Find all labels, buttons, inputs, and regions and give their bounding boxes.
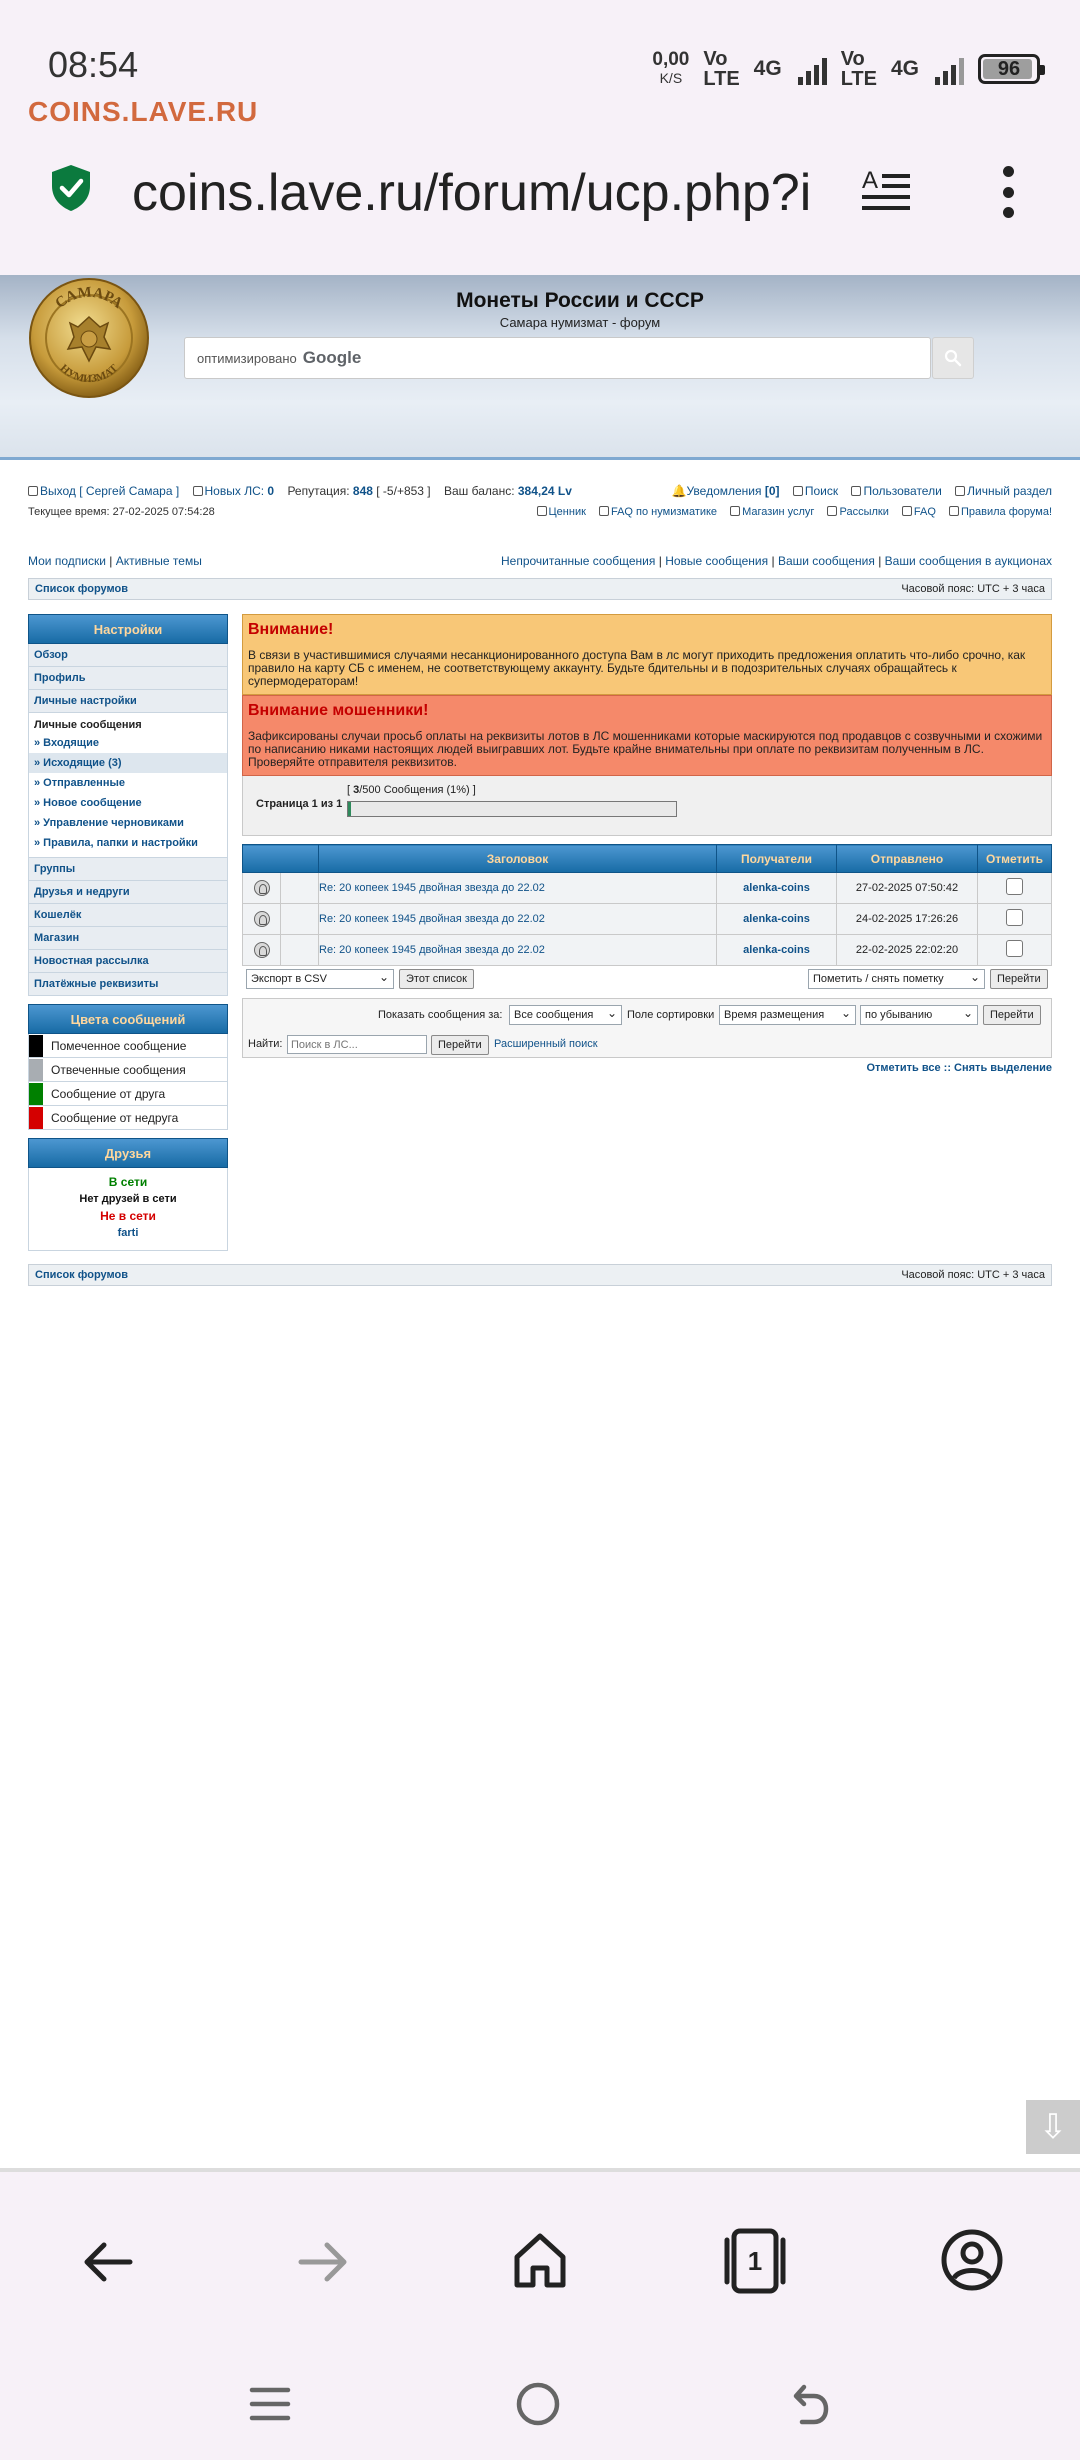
sort-order-select[interactable]: по убыванию ⌄: [860, 1005, 978, 1025]
sidebar-item-compose[interactable]: » Новое сообщение: [34, 797, 142, 809]
sent-time: 27-02-2025 07:50:42: [837, 873, 978, 904]
net-speed: [652, 50, 689, 88]
sidebar-item-payment-details[interactable]: Платёжные реквизиты: [28, 973, 228, 996]
count-bracket: [: [347, 784, 351, 796]
online-label: В сети: [108, 1175, 148, 1189]
timezone-label: Часовой пояс: UTC + 3 часа: [901, 583, 1045, 595]
message-subject-link[interactable]: Re: 20 копеек 1945 двойная звезда до 22.02: [319, 944, 545, 956]
color-swatch-marked: [29, 1035, 43, 1057]
mark-column-header: Отметить: [978, 845, 1052, 873]
status-icons: [652, 46, 1040, 92]
color-swatch-friend: [29, 1083, 43, 1105]
net-speed-unit: K/S: [659, 70, 683, 86]
recipient-link[interactable]: alenka-coins: [743, 913, 810, 925]
sent-time: 22-02-2025 22:02:20: [837, 935, 978, 966]
no-friends-online: Нет друзей в сети: [79, 1193, 177, 1205]
ucp-main: [242, 614, 1052, 1074]
color-swatch-replied: [29, 1059, 43, 1081]
color-swatch-foe: [29, 1107, 43, 1129]
mark-all-bar: [242, 1062, 1052, 1074]
lte-label-2: LTE: [840, 68, 877, 90]
pricelist-link[interactable]: Ценник: [548, 506, 586, 518]
search-link[interactable]: Поиск: [804, 484, 839, 498]
icon-column-header: [243, 845, 319, 873]
mark-separator: ::: [943, 1062, 951, 1074]
subject-column-header[interactable]: Заголовок: [319, 845, 717, 873]
recipient-link[interactable]: alenka-coins: [743, 944, 810, 956]
go-button-find[interactable]: Перейти: [431, 1035, 489, 1055]
forum-header: [0, 275, 1080, 460]
google-search-input[interactable]: [184, 337, 931, 379]
overflow-menu-icon[interactable]: [1000, 166, 1016, 218]
mark-all-link[interactable]: Отметить все: [866, 1062, 941, 1074]
balance-label: Ваш баланс:: [443, 484, 515, 498]
reputation-detail: [ -5/+853 ]: [376, 484, 431, 498]
sidebar-item-groups[interactable]: Группы: [28, 858, 228, 881]
profile-icon[interactable]: [940, 2228, 1004, 2292]
warning-text: В связи в участившимися случаями несанкционированного доступа Вам в лс могут приходить предложения оплатить что-либо срочно, как правило на карту СБ с именем, не соответствующему аккаунту. Будьте бдительны и в подозрительных случаях обращайтесь к супермодераторам!: [248, 648, 1026, 688]
new-pm-link[interactable]: Новых ЛС:: [204, 484, 265, 498]
vo-label-2: Vo: [840, 48, 865, 70]
count-rest: /500 Сообщения (1%) ]: [359, 784, 476, 796]
breadcrumb-footer: [28, 1264, 1052, 1286]
sidebar-item-friends-foes[interactable]: Друзья и недруги: [28, 881, 228, 904]
search-link-icon: [793, 486, 803, 496]
net-speed-value: 0,00: [652, 49, 690, 70]
sidebar-item-profile[interactable]: Профиль: [28, 667, 228, 690]
message-read-icon: [254, 942, 270, 958]
lte-label: LTE: [703, 68, 740, 90]
table-row: [243, 904, 1052, 935]
count-used: 3: [353, 784, 360, 796]
your-posts-link[interactable]: Ваши сообщения: [777, 554, 875, 568]
sidebar-item-newsletter[interactable]: Новостная рассылка: [28, 950, 228, 973]
search-prefix: оптимизировано: [197, 350, 297, 366]
mark-select[interactable]: Пометить / снять пометку ⌄: [808, 969, 985, 989]
faq-numismatics-link[interactable]: FAQ по нумизматике: [610, 506, 718, 518]
vo-label: Vo: [703, 48, 728, 70]
table-row: [243, 935, 1052, 966]
browser-chrome: [0, 0, 1080, 275]
color-legend-marked: [28, 1034, 228, 1058]
sort-field-select[interactable]: Время размещения ⌄: [719, 1005, 856, 1025]
auction-posts-link[interactable]: Ваши сообщения в аукционах: [884, 554, 1052, 568]
go-button-sort[interactable]: Перейти: [983, 1005, 1041, 1025]
personal-icon: [955, 486, 965, 496]
sidebar-item-overview[interactable]: Обзор: [28, 644, 228, 667]
sub-navigation: Мои подписки | Активные темы Непрочитанные сообщения | Новые сообщения | Ваши сообщения | Ваши сообщения в аукционах: [28, 554, 1052, 568]
sent-column-header[interactable]: Отправлено: [837, 845, 978, 873]
recipient-link[interactable]: alenka-coins: [743, 882, 810, 894]
unread-posts-link[interactable]: Непрочитанные сообщения: [500, 554, 656, 568]
sidebar-item-pm-options[interactable]: » Правила, папки и настройки: [34, 837, 198, 849]
sidebar-item-inbox[interactable]: » Входящие: [34, 737, 99, 749]
message-subject-link[interactable]: Re: 20 копеек 1945 двойная звезда до 22.02: [319, 913, 545, 925]
folder-usage: [242, 776, 1052, 836]
signal-icon-2: [935, 53, 964, 85]
forward-arrow-icon[interactable]: [295, 2234, 351, 2290]
forum-list-link-footer[interactable]: Список форумов: [35, 1269, 128, 1281]
faq-link[interactable]: FAQ: [913, 506, 936, 518]
timezone-label-footer: Часовой пояс: UTC + 3 часа: [901, 1269, 1045, 1281]
forum-logo[interactable]: [28, 277, 150, 399]
url-bar[interactable]: coins.lave.ru/forum/ucp.php?i: [132, 164, 812, 222]
new-posts-link[interactable]: Новые сообщения: [665, 554, 769, 568]
logout-link[interactable]: Выход [ Сергей Самара ]: [40, 484, 180, 498]
sort-label: Поле сортировки: [627, 1009, 715, 1021]
reader-mode-icon[interactable]: [860, 166, 912, 212]
warning-title: Внимание!: [248, 621, 334, 638]
tabs-button[interactable]: [718, 2228, 792, 2294]
scroll-down-button[interactable]: ⇩: [1026, 2100, 1080, 2154]
message-colors-header: Цвета сообщений: [28, 1004, 228, 1034]
fraud-title: Внимание мошенники!: [248, 702, 429, 719]
logout-icon: [28, 486, 38, 496]
shop-icon: [730, 506, 740, 516]
faq-numismatics-icon: [599, 506, 609, 516]
pm-icon: [193, 486, 203, 496]
color-label: Помеченное сообщение: [51, 1038, 187, 1053]
folder-usage-bar: [347, 801, 677, 817]
filter-panel: [242, 998, 1052, 1058]
rules-link[interactable]: Правила форума!: [961, 506, 1052, 518]
service-shop-link[interactable]: Магазин услуг: [742, 506, 815, 518]
folder-usage-fill: [348, 802, 351, 816]
notifications-count: [0]: [764, 484, 780, 498]
coin-bottom-text: НУМИЗМАТ: [57, 362, 121, 386]
mailings-link[interactable]: Рассылки: [839, 506, 889, 518]
home-icon[interactable]: [512, 2230, 568, 2290]
message-subject-link[interactable]: Re: 20 копеек 1945 двойная звезда до 22.02: [319, 882, 545, 894]
fraud-text: Зафиксированы случаи просьб оплаты на реквизиты лотов в ЛС мошенниками которые маскируются под продавцов с созвучными и схожими по написанию никами настоящих людей выигравших лот. Будьте крайне внимательны при оплате по реквизитам полученным в ЛС. Проверяйте отправителя реквизитов.: [248, 729, 1043, 769]
message-read-icon: [254, 880, 270, 896]
users-link[interactable]: Пользователи: [863, 484, 942, 498]
sent-time: 24-02-2025 17:26:26: [837, 904, 978, 935]
sidebar-item-drafts[interactable]: » Управление черновиками: [34, 817, 184, 829]
forum-title: Монеты России и СССР: [456, 289, 704, 312]
forum-subtitle: Самара нумизмат - форум: [499, 315, 661, 330]
ucp-sidebar: [28, 614, 228, 1251]
personal-link[interactable]: Личный раздел: [967, 484, 1052, 498]
my-subscriptions-link[interactable]: Мои подписки: [28, 554, 106, 568]
pagination-label: Страница 1 из 1: [256, 798, 343, 810]
friends-panel: [28, 1168, 228, 1251]
forum-list-link[interactable]: Список форумов: [35, 583, 128, 595]
go-button-mark[interactable]: Перейти: [990, 969, 1048, 989]
offline-label: Не в сети: [100, 1209, 156, 1223]
balance-value[interactable]: 384,24 Lv: [517, 484, 572, 498]
color-label: Сообщение от друга: [51, 1086, 166, 1101]
warning-notice: [242, 614, 1052, 695]
pm-section-title: Личные сообщения: [34, 719, 142, 731]
reputation-value[interactable]: 848: [352, 484, 373, 498]
folder-count: [347, 784, 476, 796]
table-actions: [242, 966, 1052, 992]
sidebar-item-preferences[interactable]: Личные настройки: [28, 690, 228, 713]
secure-shield-icon[interactable]: [50, 164, 92, 212]
coin-top-text: САМАРА: [52, 284, 126, 312]
system-back-icon[interactable]: [786, 2382, 830, 2426]
message-read-icon: [254, 911, 270, 927]
faq-icon: [902, 506, 912, 516]
sidebar-item-sent[interactable]: » Отправленные: [34, 777, 125, 789]
mailings-icon: [827, 506, 837, 516]
friend-link-farti[interactable]: farti: [117, 1227, 139, 1239]
4g-label: 4G: [753, 57, 782, 80]
notifications-link[interactable]: Уведомления: [686, 484, 762, 498]
sidebar-item-shop[interactable]: Магазин: [28, 927, 228, 950]
color-label: Отвеченные сообщения: [51, 1062, 186, 1077]
show-label: Показать сообщения за:: [378, 1009, 503, 1021]
breadcrumb: [28, 578, 1052, 600]
period-select[interactable]: Все сообщения ⌄: [509, 1005, 622, 1025]
advanced-search-link[interactable]: Расширенный поиск: [494, 1038, 598, 1050]
color-legend-foe: [28, 1106, 228, 1130]
signal-icon: [798, 53, 827, 85]
rules-icon: [949, 506, 959, 516]
volte-icon: [703, 49, 739, 89]
svg-text:A: A: [862, 167, 879, 194]
user-bar: [28, 484, 1052, 498]
current-time: Текущее время: 27-02-2025 07:54:28: [28, 506, 215, 518]
new-pm-count: 0: [267, 484, 275, 498]
pm-submenu: [28, 713, 228, 858]
recent-apps-icon[interactable]: [248, 2382, 292, 2426]
search-icon: [944, 349, 962, 367]
find-label: Найти:: [248, 1038, 283, 1050]
back-arrow-icon[interactable]: [80, 2234, 136, 2290]
mark-checkbox[interactable]: [1006, 878, 1023, 895]
battery-level: 96: [997, 57, 1021, 80]
reputation-label: Репутация:: [287, 484, 350, 498]
active-topics-link[interactable]: Активные темы: [115, 554, 202, 568]
recipients-column-header[interactable]: Получатели: [717, 845, 837, 873]
user-bar-2: [28, 506, 1052, 518]
status-time: 08:54: [48, 44, 139, 85]
bell-icon: 🔔: [671, 484, 687, 498]
sidebar-item-outbox[interactable]: » Исходящие (3): [29, 753, 227, 773]
settings-header: Настройки: [28, 614, 228, 644]
color-legend-replied: [28, 1058, 228, 1082]
sidebar-item-wallet[interactable]: Кошелёк: [28, 904, 228, 927]
mark-checkbox[interactable]: [1006, 940, 1023, 957]
unmark-all-link[interactable]: Снять выделение: [954, 1062, 1052, 1074]
table-row: [243, 873, 1052, 904]
browser-bottom-nav: [0, 2168, 1080, 2460]
mark-checkbox[interactable]: [1006, 909, 1023, 926]
site-label: COINS.LAVE.RU: [28, 96, 259, 127]
system-home-icon[interactable]: [514, 2380, 562, 2428]
fraud-notice: [242, 695, 1052, 776]
this-list-button[interactable]: Этот список: [399, 969, 474, 989]
4g-label-2: 4G: [890, 57, 919, 80]
pricelist-icon: [537, 506, 547, 516]
export-select[interactable]: Экспорт в CSV ⌄: [246, 969, 394, 989]
volte-icon-2: [841, 49, 877, 89]
friends-header: Друзья: [28, 1138, 228, 1168]
users-icon: [851, 486, 861, 496]
tab-count: 1: [747, 2246, 763, 2276]
color-legend-friend: [28, 1082, 228, 1106]
google-brand: Google: [302, 348, 362, 367]
search-button[interactable]: [932, 337, 974, 379]
battery-icon: [978, 54, 1040, 84]
color-label: Сообщение от недруга: [51, 1110, 179, 1125]
pm-search-input[interactable]: [287, 1035, 427, 1054]
pm-table: [242, 844, 1052, 966]
